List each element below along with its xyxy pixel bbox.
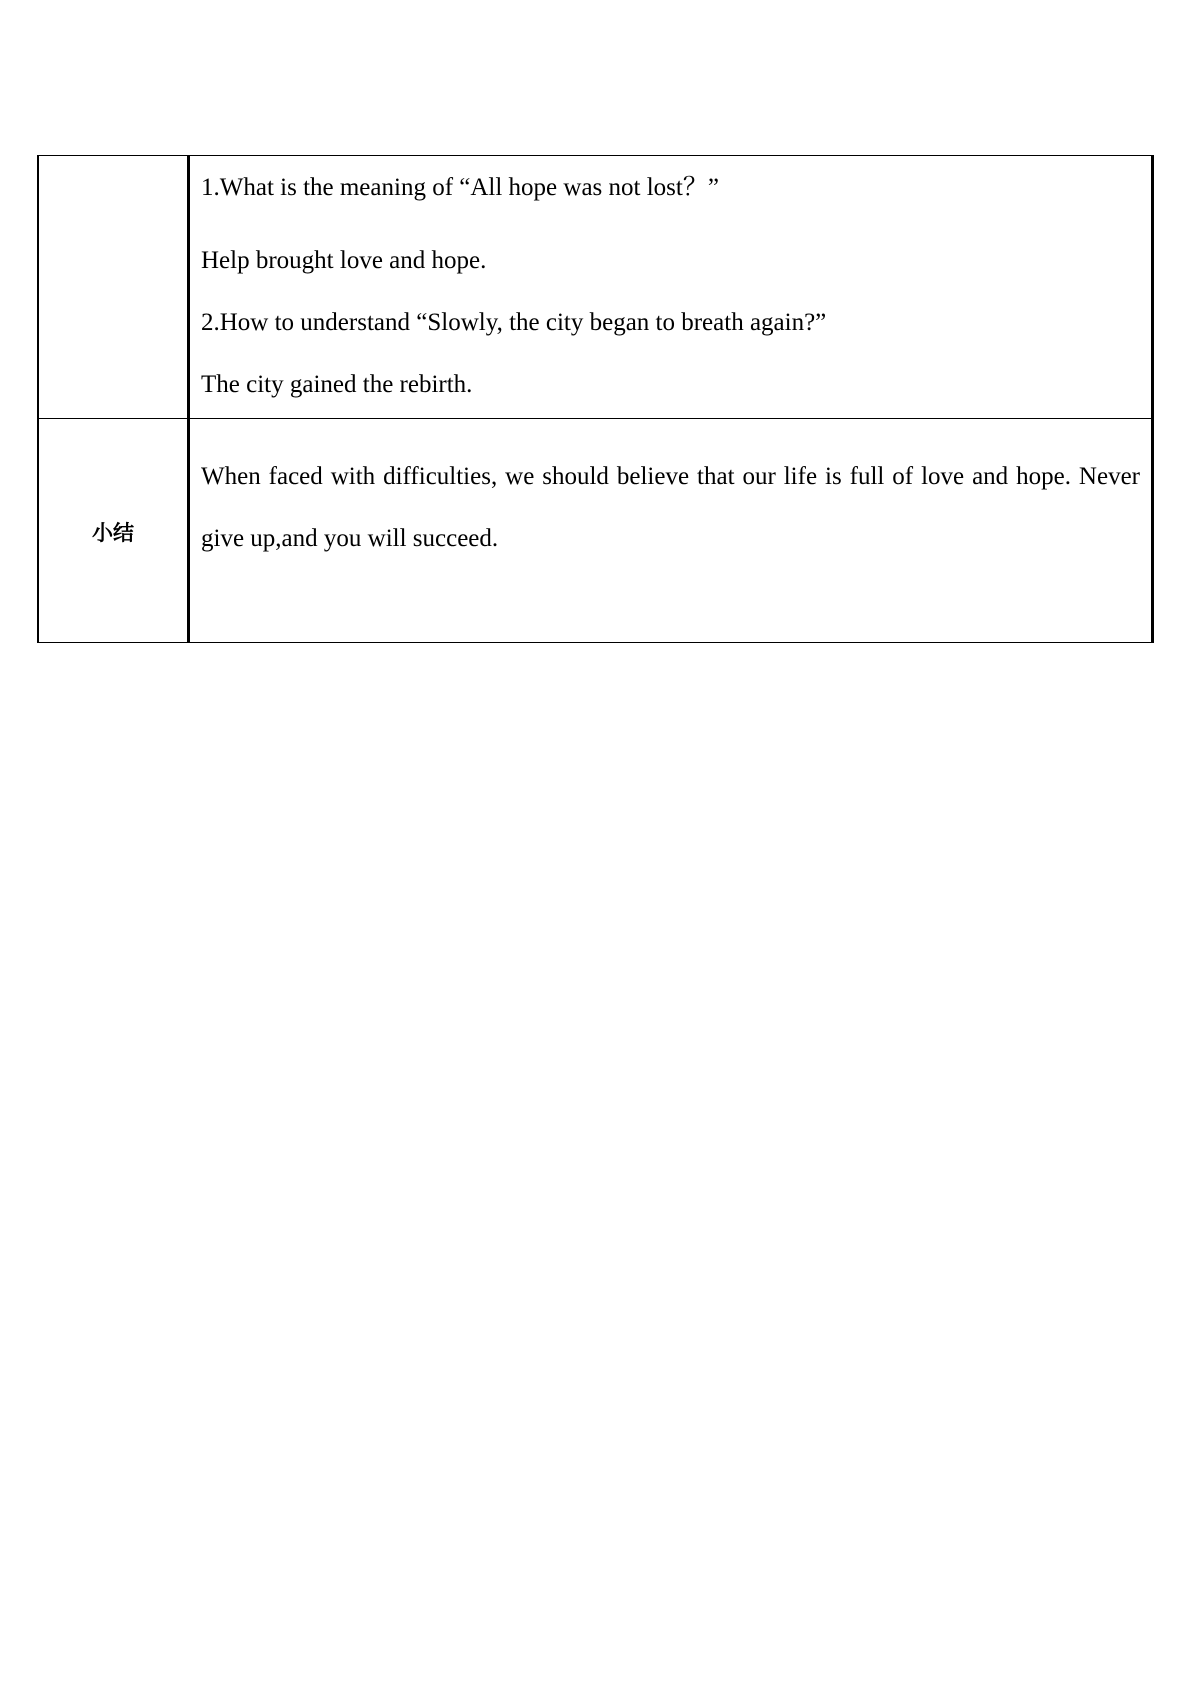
summary-label: 小结 [92, 520, 134, 545]
question-1: 1.What is the meaning of “All hope was not lost？” [201, 174, 719, 201]
summary-cell [189, 419, 1153, 643]
table-row-questions [38, 156, 1153, 419]
questions-cell [189, 156, 1153, 419]
answer-1: Help brought love and hope. [201, 247, 487, 274]
lesson-table [37, 155, 1154, 643]
answer-2: The city gained the rebirth. [201, 371, 473, 398]
row-label-cell [38, 156, 189, 419]
question-2: 2.How to understand “Slowly, the city began to breath again?” [201, 309, 827, 336]
table-row-summary [38, 419, 1153, 643]
summary-label-cell [38, 419, 189, 643]
summary-text: When faced with difficulties, we should believe that our life is full of love and hope. Never give up,and you will succeed. [201, 463, 1140, 552]
